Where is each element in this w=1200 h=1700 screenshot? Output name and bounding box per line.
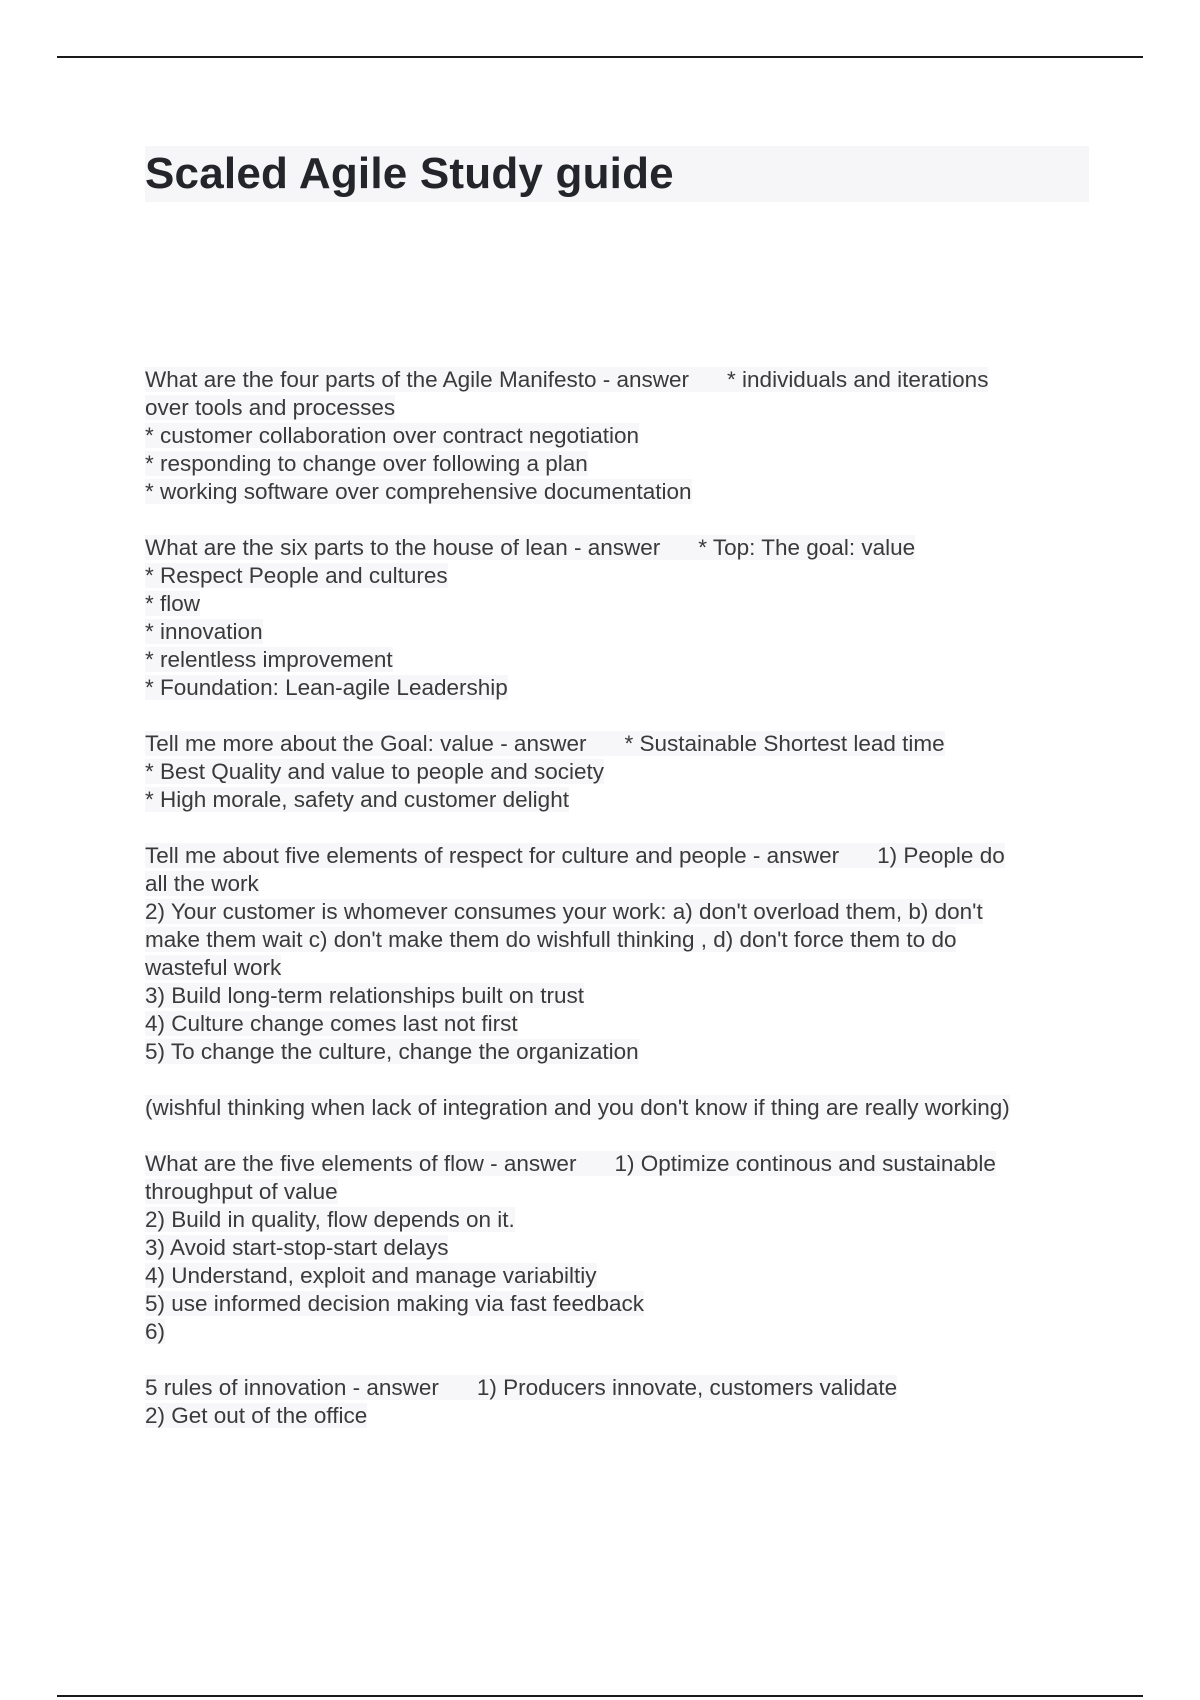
answer-text: 1) Producers innovate, customers validate	[476, 1375, 898, 1400]
answer-line: * flow	[145, 591, 201, 616]
qa-line	[145, 1374, 1105, 1402]
qa-line	[145, 730, 1105, 758]
answer-line: wasteful work	[145, 955, 282, 980]
qa-line	[145, 1150, 1105, 1178]
question-text: What are the five elements of flow - answer	[145, 1151, 577, 1176]
answer-text: * Sustainable Shortest lead time	[624, 731, 945, 756]
answer-line: * Respect People and cultures	[145, 563, 448, 588]
page-bottom-rule	[57, 1695, 1143, 1697]
answer-line: all the work	[145, 871, 259, 896]
answer-line: 2) Build in quality, flow depends on it.	[145, 1207, 515, 1232]
qa-card-agile-manifesto	[145, 366, 1105, 506]
answer-line: 2) Your customer is whomever consumes your work: a) don't overload them, b) don't	[145, 899, 983, 924]
answer-line: * working software over comprehensive documentation	[145, 479, 692, 504]
answer-line: * Best Quality and value to people and society	[145, 759, 605, 784]
answer-text: 1) Optimize continous and sustainable	[614, 1151, 996, 1176]
note-paragraph	[145, 1094, 1105, 1122]
page-top-rule	[57, 56, 1143, 58]
qa-line	[145, 534, 1105, 562]
note-line: (wishful thinking when lack of integration and you don't know if thing are really working)	[145, 1095, 1010, 1120]
study-guide-content	[145, 366, 1105, 1458]
page-title: Scaled Agile Study guide	[145, 146, 1089, 202]
answer-line: make them wait c) don't make them do wishfull thinking , d) don't force them to do	[145, 927, 957, 952]
question-text: Tell me about five elements of respect for culture and people - answer	[145, 843, 840, 868]
answer-line: 3) Avoid start-stop-start delays	[145, 1235, 449, 1260]
answer-line: * responding to change over following a plan	[145, 451, 588, 476]
answer-text: * individuals and iterations	[727, 367, 989, 392]
answer-line: 4) Understand, exploit and manage variabiltiy	[145, 1263, 597, 1288]
answer-line: 6)	[145, 1319, 166, 1344]
question-text: Tell me more about the Goal: value - answer	[145, 731, 587, 756]
answer-text: * Top: The goal: value	[698, 535, 916, 560]
qa-card-respect-culture	[145, 842, 1105, 1066]
answer-line: * innovation	[145, 619, 263, 644]
answer-line: 3) Build long-term relationships built on trust	[145, 983, 584, 1008]
qa-card-goal-value	[145, 730, 1105, 814]
answer-line: throughput of value	[145, 1179, 338, 1204]
qa-card-flow	[145, 1150, 1105, 1346]
qa-card-innovation	[145, 1374, 1105, 1430]
answer-line: * customer collaboration over contract negotiation	[145, 423, 640, 448]
answer-line: * Foundation: Lean-agile Leadership	[145, 675, 508, 700]
answer-line: 5) use informed decision making via fast feedback	[145, 1291, 645, 1316]
answer-line: 5) To change the culture, change the organization	[145, 1039, 639, 1064]
answer-line: over tools and processes	[145, 395, 396, 420]
question-text: What are the six parts to the house of lean - answer	[145, 535, 661, 560]
answer-line: 2) Get out of the office	[145, 1403, 368, 1428]
qa-card-house-of-lean	[145, 534, 1105, 702]
qa-line	[145, 366, 1105, 394]
qa-line	[145, 842, 1105, 870]
answer-line: * High morale, safety and customer delight	[145, 787, 569, 812]
answer-text: 1) People do	[877, 843, 1005, 868]
question-text: What are the four parts of the Agile Manifesto - answer	[145, 367, 690, 392]
question-text: 5 rules of innovation - answer	[145, 1375, 439, 1400]
answer-line: * relentless improvement	[145, 647, 393, 672]
answer-line: 4) Culture change comes last not first	[145, 1011, 518, 1036]
